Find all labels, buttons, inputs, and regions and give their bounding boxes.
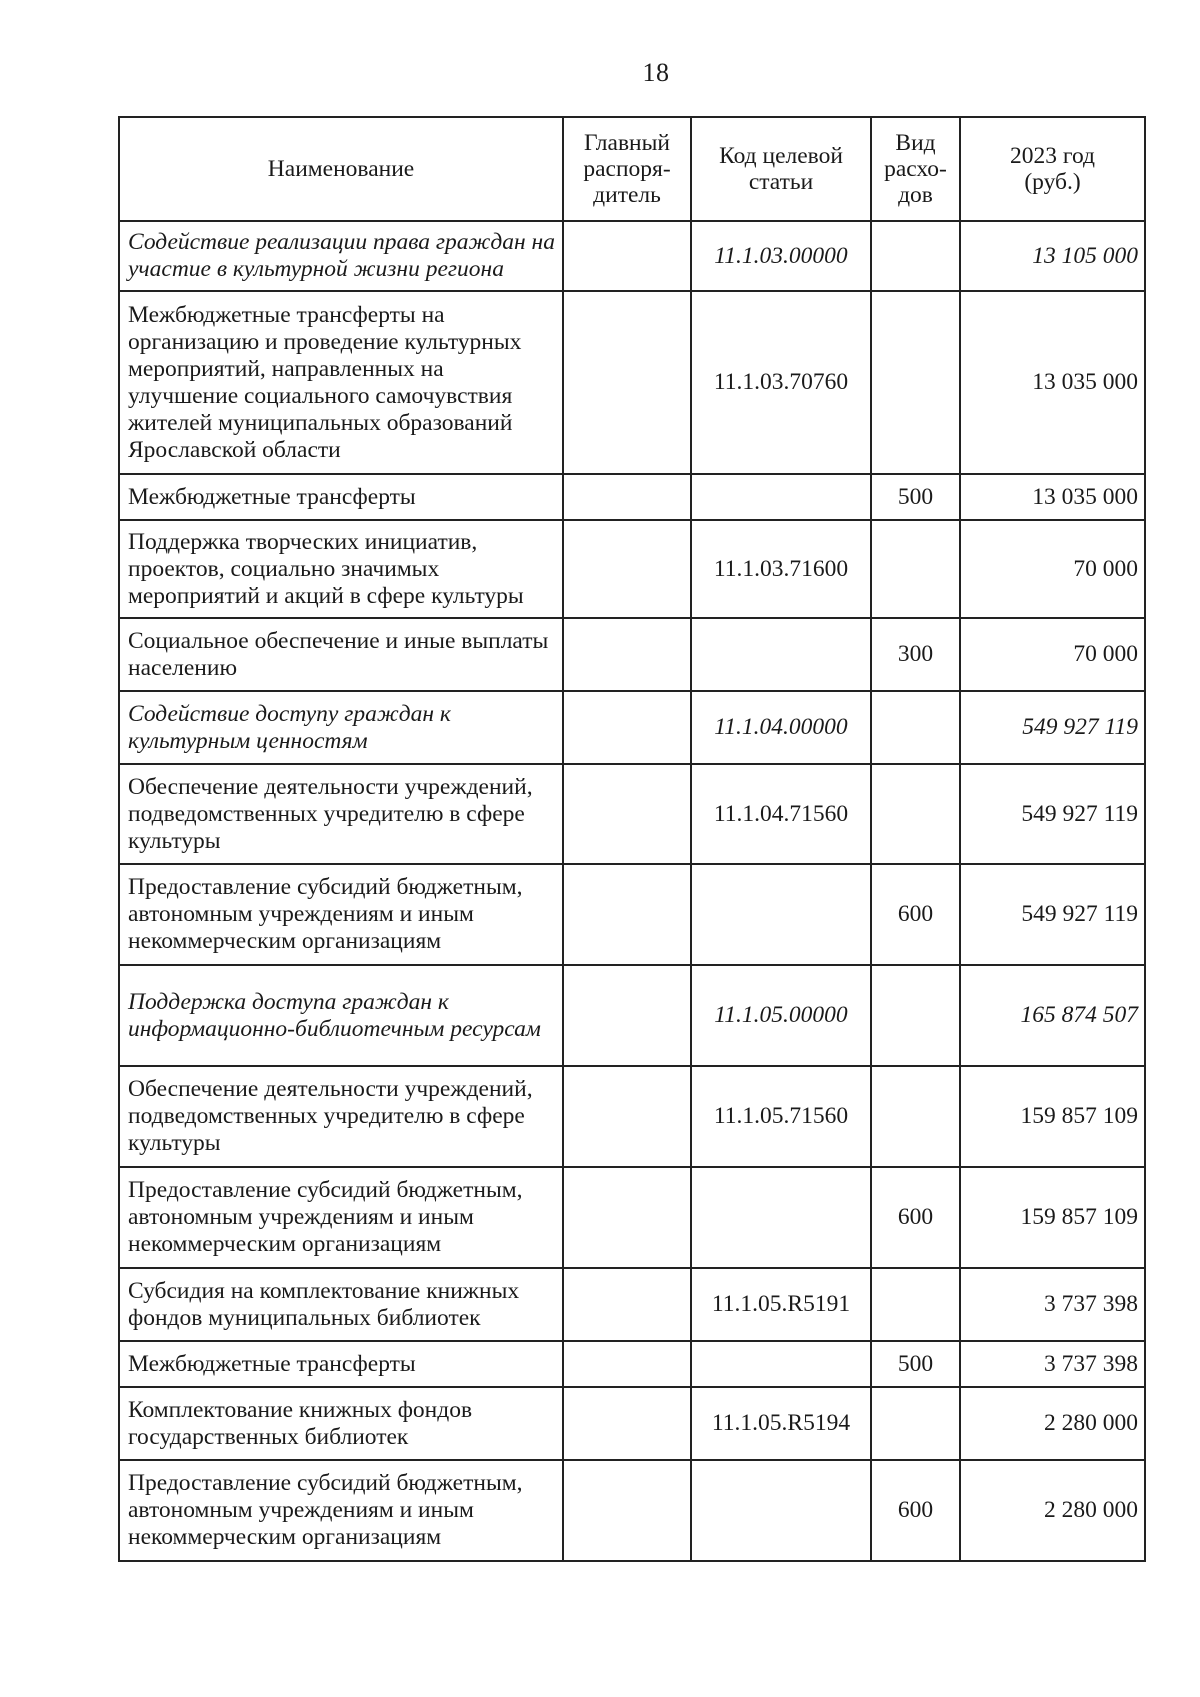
row-amount-cell: 70 000 (960, 618, 1145, 691)
row-name-cell: Предоставление субсидий бюджетным, автономным учреждениям и иным некоммерческим организациям (119, 1460, 563, 1561)
header-kind: Вид расхо- дов (871, 117, 960, 221)
row-kind-cell (871, 1268, 960, 1341)
row-admin-cell (563, 965, 691, 1066)
row-amount-cell: 549 927 119 (960, 864, 1145, 965)
row-kind-cell (871, 965, 960, 1066)
table-row (119, 1167, 1145, 1268)
row-code-cell: 11.1.03.71600 (691, 520, 871, 618)
row-amount-cell: 13 035 000 (960, 474, 1145, 520)
row-amount-cell: 549 927 119 (960, 764, 1145, 864)
row-kind-cell (871, 764, 960, 864)
row-kind-cell (871, 1066, 960, 1167)
row-name-cell: Межбюджетные трансферты на организацию и проведение культурных мероприятий, направленных на улучшение социального самочувствия жителей муниципальных образований Ярославской области (119, 291, 563, 474)
row-code-cell: 11.1.03.70760 (691, 291, 871, 474)
row-amount-cell: 2 280 000 (960, 1387, 1145, 1460)
row-kind-cell: 500 (871, 474, 960, 520)
row-name-cell: Содействие реализации права граждан на участие в культурной жизни региона (119, 221, 563, 291)
row-amount-cell: 3 737 398 (960, 1341, 1145, 1387)
row-code-cell (691, 1460, 871, 1561)
page-number: 18 (642, 58, 670, 87)
row-admin-cell (563, 1387, 691, 1460)
header-code: Код целевой статьи (691, 117, 871, 221)
row-kind-cell (871, 691, 960, 764)
row-code-cell: 11.1.05.00000 (691, 965, 871, 1066)
row-name-cell: Обеспечение деятельности учреждений, подведомственных учредителю в сфере культуры (119, 764, 563, 864)
row-kind-cell: 300 (871, 618, 960, 691)
row-name-cell: Поддержка творческих инициатив, проектов, социально значимых мероприятий и акций в сфере культуры (119, 520, 563, 618)
row-admin-cell (563, 691, 691, 764)
row-admin-cell (563, 1066, 691, 1167)
row-code-cell: 11.1.05.R5191 (691, 1268, 871, 1341)
row-amount-cell: 165 874 507 (960, 965, 1145, 1066)
row-code-cell (691, 474, 871, 520)
row-name-cell: Субсидия на комплектование книжных фондов муниципальных библиотек (119, 1268, 563, 1341)
row-code-cell: 11.1.04.00000 (691, 691, 871, 764)
table-row (119, 1460, 1145, 1561)
row-kind-cell: 600 (871, 864, 960, 965)
row-admin-cell (563, 474, 691, 520)
table-row (119, 965, 1145, 1066)
row-name-cell: Предоставление субсидий бюджетным, автономным учреждениям и иным некоммерческим организациям (119, 1167, 563, 1268)
row-amount-cell: 159 857 109 (960, 1066, 1145, 1167)
row-code-cell: 11.1.03.00000 (691, 221, 871, 291)
row-code-cell (691, 1167, 871, 1268)
row-admin-cell (563, 1167, 691, 1268)
row-admin-cell (563, 520, 691, 618)
row-admin-cell (563, 864, 691, 965)
header-amount: 2023 год (руб.) (960, 117, 1145, 221)
table-body (119, 221, 1145, 1561)
row-amount-cell: 2 280 000 (960, 1460, 1145, 1561)
row-name-cell: Содействие доступу граждан к культурным ценностям (119, 691, 563, 764)
row-amount-cell: 3 737 398 (960, 1268, 1145, 1341)
row-kind-cell (871, 520, 960, 618)
row-name-cell: Межбюджетные трансферты (119, 1341, 563, 1387)
table-row (119, 691, 1145, 764)
row-admin-cell (563, 1341, 691, 1387)
row-amount-cell: 549 927 119 (960, 691, 1145, 764)
row-name-cell: Межбюджетные трансферты (119, 474, 563, 520)
row-code-cell (691, 1341, 871, 1387)
table-row (119, 1387, 1145, 1460)
row-kind-cell (871, 291, 960, 474)
table-row (119, 221, 1145, 291)
header-name: Наименование (119, 117, 563, 221)
table-row (119, 291, 1145, 474)
row-admin-cell (563, 291, 691, 474)
table-row (119, 764, 1145, 864)
row-kind-cell: 600 (871, 1167, 960, 1268)
row-amount-cell: 13 035 000 (960, 291, 1145, 474)
row-code-cell (691, 864, 871, 965)
row-name-cell: Социальное обеспечение и иные выплаты населению (119, 618, 563, 691)
row-name-cell: Поддержка доступа граждан к информационно-библиотечным ресурсам (119, 965, 563, 1066)
row-admin-cell (563, 618, 691, 691)
row-admin-cell (563, 764, 691, 864)
table-row (119, 864, 1145, 965)
row-amount-cell: 159 857 109 (960, 1167, 1145, 1268)
table-row (119, 520, 1145, 618)
budget-table (118, 116, 1146, 1562)
row-code-cell: 11.1.04.71560 (691, 764, 871, 864)
row-admin-cell (563, 221, 691, 291)
row-code-cell: 11.1.05.R5194 (691, 1387, 871, 1460)
row-admin-cell (563, 1460, 691, 1561)
row-name-cell: Предоставление субсидий бюджетным, автономным учреждениям и иным некоммерческим организациям (119, 864, 563, 965)
row-amount-cell: 70 000 (960, 520, 1145, 618)
row-kind-cell: 500 (871, 1341, 960, 1387)
row-name-cell: Комплектование книжных фондов государственных библиотек (119, 1387, 563, 1460)
row-name-cell: Обеспечение деятельности учреждений, подведомственных учредителю в сфере культуры (119, 1066, 563, 1167)
table-row (119, 1066, 1145, 1167)
row-kind-cell: 600 (871, 1460, 960, 1561)
table-header (119, 117, 1145, 221)
table-row (119, 474, 1145, 520)
row-kind-cell (871, 221, 960, 291)
row-code-cell: 11.1.05.71560 (691, 1066, 871, 1167)
table-row (119, 618, 1145, 691)
table-row (119, 1341, 1145, 1387)
header-admin: Главный распоря- дитель (563, 117, 691, 221)
row-admin-cell (563, 1268, 691, 1341)
row-code-cell (691, 618, 871, 691)
row-amount-cell: 13 105 000 (960, 221, 1145, 291)
row-kind-cell (871, 1387, 960, 1460)
table-row (119, 1268, 1145, 1341)
